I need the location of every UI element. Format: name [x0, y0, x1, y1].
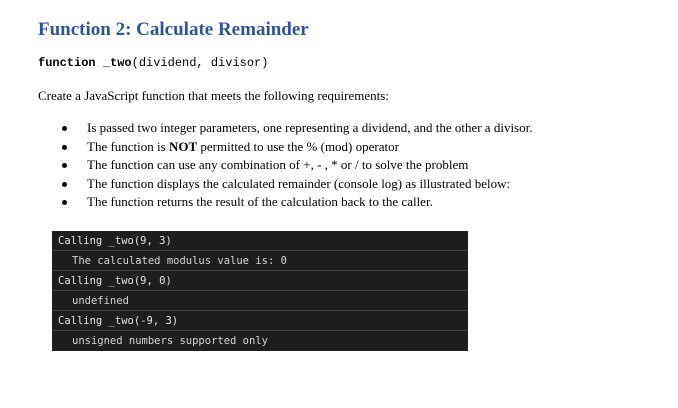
requirement-item — [38, 193, 532, 212]
function-signature — [38, 56, 268, 70]
requirements-list — [38, 119, 532, 212]
requirement-text-post: permitted to use the % (mod) operator — [197, 138, 399, 154]
console-call-line: Calling _two(9, 0) — [52, 271, 468, 291]
bullet-icon — [62, 182, 67, 187]
requirement-item — [38, 156, 532, 175]
requirement-text: Is passed two integer parameters, one representing a dividend, and the other a divisor. — [87, 120, 533, 135]
console-output-line: unsigned numbers supported only — [72, 335, 268, 347]
console-call-line: Calling _two(9, 3) — [52, 231, 468, 251]
requirement-item — [38, 138, 532, 157]
requirement-item — [38, 175, 532, 194]
bullet-icon — [62, 163, 67, 168]
requirement-text: The function can use any combination of +, - , * or / to solve the problem — [87, 157, 469, 173]
requirement-emphasis: NOT — [168, 138, 198, 154]
bullet-icon — [62, 200, 67, 205]
requirement-item — [38, 119, 532, 138]
requirement-text: The function returns the result of the calculation back to the caller. — [87, 194, 433, 210]
signature-name: _two — [102, 56, 132, 70]
console-call-line: Calling _two(-9, 3) — [52, 311, 468, 331]
console-output-line: The calculated modulus value is: 0 — [52, 251, 468, 271]
console-output — [52, 231, 468, 351]
signature-params: (dividend, divisor) — [131, 56, 269, 70]
section-title: Function 2: Calculate Remainder — [38, 19, 309, 40]
bullet-icon — [62, 145, 67, 150]
intro-text: Create a JavaScript function that meets the following requirements: — [38, 88, 389, 103]
requirement-text-pre: The function is — [87, 138, 169, 154]
requirement-text: The function displays the calculated remainder (console log) as illustrated below: — [87, 175, 511, 191]
console-output-line: undefined — [52, 291, 468, 311]
signature-keyword: function — [38, 56, 96, 70]
bullet-icon — [62, 126, 67, 131]
